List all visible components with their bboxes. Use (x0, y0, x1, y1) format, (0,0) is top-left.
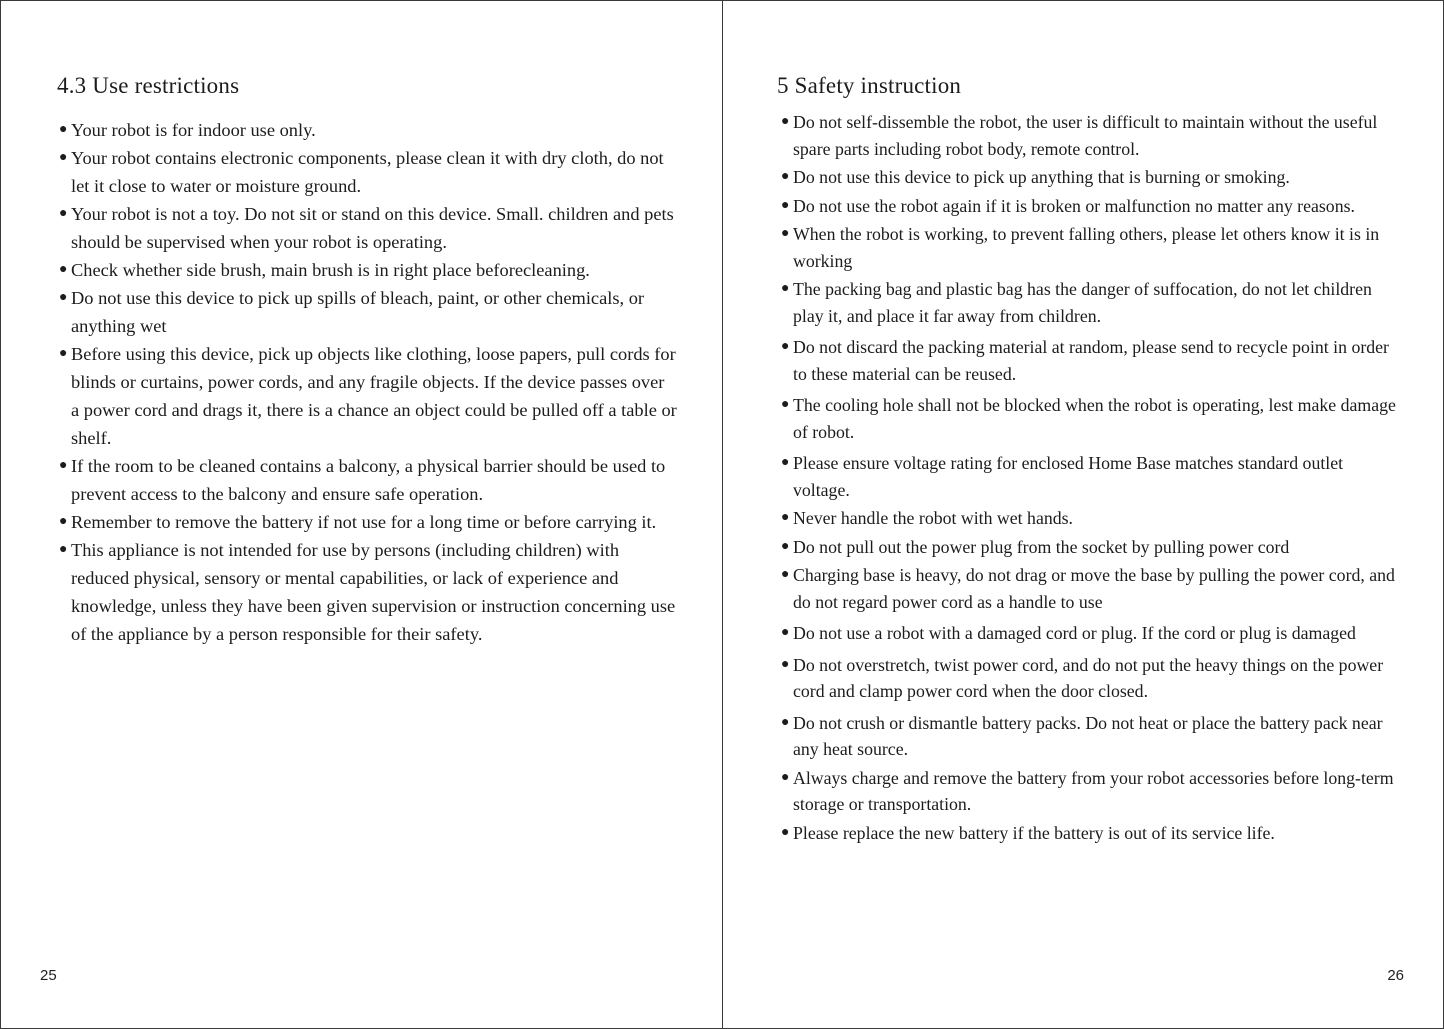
list-item-text: The packing bag and plastic bag has the danger of suffocation, do not let children play it, and place it far away from children. (793, 279, 1372, 326)
list-item (57, 116, 677, 144)
bullet-icon: ● (59, 346, 68, 361)
list-item (57, 256, 677, 284)
bullet-icon: ● (59, 262, 68, 277)
list-item (779, 562, 1399, 615)
list-item (779, 710, 1399, 763)
list-item (779, 164, 1399, 191)
bullet-icon: ● (781, 114, 790, 129)
list-item-text: Do not overstretch, twist power cord, and do not put the heavy things on the power cord and clamp power cord when the door closed. (793, 654, 1384, 701)
list-item-text: Your robot is for indoor use only. (71, 120, 316, 140)
list-item-text: Please ensure voltage rating for enclosed Home Base matches standard outlet voltage. (793, 453, 1344, 500)
list-item (779, 221, 1399, 274)
list-item-text: Do not discard the packing material at random, please send to recycle point in order to these material can be reused. (793, 337, 1389, 384)
bullet-icon: ● (781, 824, 790, 840)
bullet-icon: ● (781, 538, 790, 554)
list-item-text: Check whether side brush, main brush is in right place beforecleaning. (71, 260, 590, 280)
list-item-text: Do not use a robot with a damaged cord or plug. If the cord or plug is damaged (793, 623, 1356, 643)
list-item-text: If the room to be cleaned contains a balcony, a physical barrier should be used to prevent access to the balcony and ensure safe operation. (71, 456, 666, 504)
page-number: 25 (40, 967, 57, 984)
bullet-icon: ● (59, 206, 68, 221)
bullet-icon: ● (781, 339, 790, 354)
bullet-icon: ● (781, 197, 790, 213)
list-item (779, 193, 1399, 220)
bullet-icon: ● (781, 656, 790, 672)
list-item-text: Do not self-dissemble the robot, the user is difficult to maintain without the useful spare parts including robot body, remote control. (793, 112, 1378, 159)
list-item (57, 452, 677, 508)
list-item-text: Do not use this device to pick up anything that is burning or smoking. (793, 167, 1290, 187)
list-item (57, 144, 677, 200)
bullet-icon: ● (59, 290, 68, 305)
list-item-text: Your robot contains electronic components, please clean it with dry cloth, do not let it close to water or moisture ground. (71, 148, 664, 196)
list-item (57, 340, 677, 452)
bullet-icon: ● (781, 397, 790, 412)
list-item (779, 534, 1399, 561)
list-item-text: The cooling hole shall not be blocked when the robot is operating, lest make damage of robot. (793, 395, 1396, 442)
bullet-icon: ● (59, 458, 68, 473)
bullet-icon: ● (781, 510, 790, 525)
list-item-text: Before using this device, pick up objects like clothing, loose papers, pull cords for blinds or curtains, power cords, and any fragile objects. If the device passes over a power cord and drags it, there is a chance an object could be pulled off a table or shelf. (71, 344, 677, 448)
page-left (1, 1, 722, 1028)
list-item-text: Do not use the robot again if it is broken or malfunction no matter any reasons. (793, 195, 1355, 216)
list-item (779, 276, 1399, 329)
list-item-text: Charging base is heavy, do not drag or move the base by pulling the power cord, and do not regard power cord as a handle to use (793, 565, 1395, 612)
list-item (779, 652, 1399, 705)
list-item-text: Never handle the robot with wet hands. (793, 508, 1073, 528)
list-item-text: Please replace the new battery if the battery is out of its service life. (793, 822, 1275, 843)
list-item (57, 536, 677, 648)
list-item (57, 200, 677, 256)
bullet-icon: ● (781, 625, 790, 640)
bullet-icon: ● (781, 714, 790, 730)
page-right (723, 1, 1444, 1028)
list-item-text: Do not use this device to pick up spills of bleach, paint, or other chemicals, or anything wet (71, 288, 645, 336)
bullet-icon: ● (59, 150, 68, 165)
bullet-icon: ● (781, 226, 790, 241)
list-item (779, 765, 1399, 818)
bullet-icon: ● (781, 455, 790, 470)
bullet-icon: ● (781, 281, 790, 296)
list-item (779, 334, 1399, 387)
bullet-icon: ● (59, 122, 68, 137)
list-item (779, 450, 1399, 503)
list-item-text: Your robot is not a toy. Do not sit or stand on this device. Small. children and pets should be supervised when your robot is operating. (71, 204, 674, 252)
list-item (779, 392, 1399, 445)
use-restrictions-list (57, 116, 677, 648)
list-item (779, 620, 1399, 647)
list-item-text: When the robot is working, to prevent falling others, please let others know it is in working (793, 224, 1380, 271)
list-item (779, 109, 1399, 162)
bullet-icon: ● (59, 542, 68, 557)
section-heading-safety-instruction: 5 Safety instruction (777, 73, 962, 98)
list-item-text: This appliance is not intended for use by persons (including children) with reduced physical, sensory or mental capabilities, or lack of experience and knowledge, unless they have been given supervision or instruction concerning use of the appliance by a person responsible for their safety. (71, 540, 676, 644)
page-number: 26 (1387, 967, 1404, 984)
bullet-icon: ● (781, 769, 790, 785)
list-item-text: Always charge and remove the battery from your robot accessories before long-term storage or transportation. (793, 767, 1394, 814)
bullet-icon: ● (781, 567, 790, 582)
list-item-text: Remember to remove the battery if not use for a long time or before carrying it. (71, 512, 657, 532)
list-item-text: Do not crush or dismantle battery packs. Do not heat or place the battery pack near any heat source. (793, 712, 1383, 759)
list-item (779, 505, 1399, 532)
list-item (779, 820, 1399, 847)
list-item (57, 508, 677, 536)
list-item (57, 284, 677, 340)
bullet-icon: ● (781, 169, 790, 184)
bullet-icon: ● (59, 514, 68, 529)
section-heading-use-restrictions: 4.3 Use restrictions (57, 73, 240, 98)
safety-instruction-list (779, 109, 1399, 848)
list-item-text: Do not pull out the power plug from the socket by pulling power cord (793, 536, 1290, 557)
